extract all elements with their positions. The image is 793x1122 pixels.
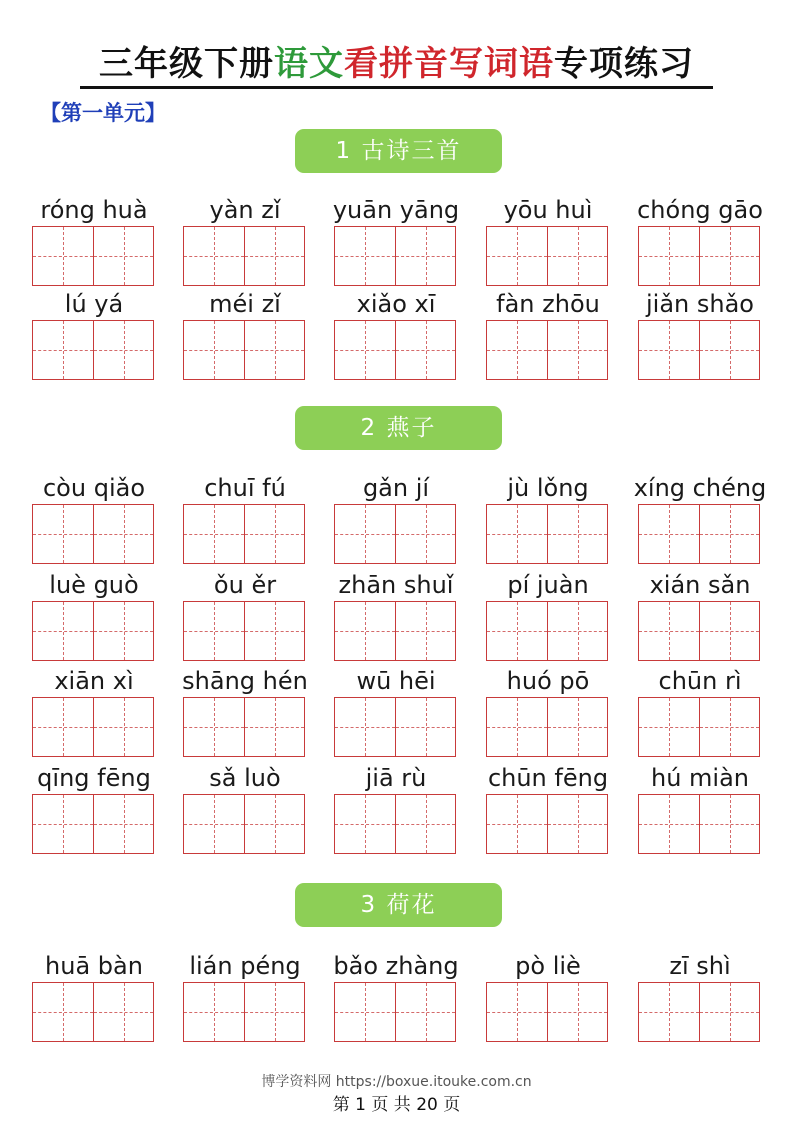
word-item	[32, 946, 156, 1042]
writing-grid[interactable]	[334, 226, 456, 286]
writing-box[interactable]	[395, 983, 455, 1041]
writing-box[interactable]	[639, 321, 699, 379]
writing-grid[interactable]	[486, 320, 608, 380]
word-item	[32, 190, 156, 286]
word-item	[183, 946, 307, 1042]
writing-box[interactable]	[335, 321, 395, 379]
writing-grid[interactable]	[183, 320, 305, 380]
writing-box[interactable]	[244, 698, 304, 756]
pinyin-label: jù lǒng	[507, 474, 589, 502]
word-item	[334, 661, 458, 757]
writing-grid[interactable]	[32, 601, 154, 661]
writing-box[interactable]	[33, 983, 93, 1041]
writing-box[interactable]	[487, 602, 547, 660]
writing-box[interactable]	[335, 227, 395, 285]
writing-grid[interactable]	[638, 226, 760, 286]
pinyin-label: gǎn jí	[362, 474, 430, 502]
word-item	[183, 565, 307, 661]
title-suffix: 专项练习	[554, 44, 694, 84]
writing-box[interactable]	[33, 321, 93, 379]
pinyin-label: chūn rì	[658, 667, 742, 695]
title-topic: 看拼音写词语	[344, 44, 554, 84]
pinyin-label: jiā rù	[365, 764, 427, 792]
writing-box[interactable]	[699, 321, 759, 379]
writing-box[interactable]	[335, 602, 395, 660]
writing-grid[interactable]	[486, 697, 608, 757]
pinyin-label: zhān shuǐ	[338, 571, 454, 599]
writing-box[interactable]	[184, 983, 244, 1041]
writing-box[interactable]	[335, 983, 395, 1041]
writing-grid[interactable]	[486, 504, 608, 564]
word-item	[183, 190, 307, 286]
writing-box[interactable]	[33, 227, 93, 285]
word-item	[638, 284, 762, 380]
pinyin-label: xíng chéng	[633, 474, 767, 502]
writing-box[interactable]	[487, 698, 547, 756]
word-item	[334, 946, 458, 1042]
writing-grid[interactable]	[183, 601, 305, 661]
writing-grid[interactable]	[638, 601, 760, 661]
word-item	[32, 284, 156, 380]
pinyin-label: sǎ luò	[209, 764, 281, 792]
writing-box[interactable]	[487, 505, 547, 563]
pinyin-label: qīng fēng	[37, 764, 151, 792]
writing-box[interactable]	[395, 795, 455, 853]
writing-box[interactable]	[244, 795, 304, 853]
writing-box[interactable]	[244, 227, 304, 285]
writing-box[interactable]	[547, 795, 607, 853]
writing-grid[interactable]	[183, 697, 305, 757]
writing-box[interactable]	[547, 698, 607, 756]
writing-box[interactable]	[639, 983, 699, 1041]
writing-box[interactable]	[244, 321, 304, 379]
word-item	[633, 468, 767, 564]
pinyin-label: luè guò	[49, 571, 139, 599]
word-item	[183, 758, 307, 854]
writing-box[interactable]	[547, 321, 607, 379]
pinyin-label: huó pō	[506, 667, 590, 695]
pinyin-label: zī shì	[669, 952, 731, 980]
pinyin-label: bǎo zhàng	[333, 952, 459, 980]
writing-box[interactable]	[395, 227, 455, 285]
writing-box[interactable]	[639, 505, 699, 563]
word-item	[334, 284, 458, 380]
word-item	[183, 661, 307, 757]
writing-box[interactable]	[335, 698, 395, 756]
writing-grid[interactable]	[183, 794, 305, 854]
writing-grid[interactable]	[334, 982, 456, 1042]
word-item	[334, 468, 458, 564]
writing-box[interactable]	[547, 505, 607, 563]
writing-box[interactable]	[93, 698, 153, 756]
title-grade: 三年级下册	[99, 44, 274, 84]
writing-box[interactable]	[699, 795, 759, 853]
word-item	[638, 758, 762, 854]
pinyin-label: yàn zǐ	[209, 196, 281, 224]
writing-grid[interactable]	[32, 794, 154, 854]
pinyin-label: pò liè	[515, 952, 581, 980]
footer-page-number: 第 1 页 共 20 页	[332, 1095, 461, 1115]
writing-grid[interactable]	[183, 982, 305, 1042]
writing-box[interactable]	[639, 795, 699, 853]
writing-box[interactable]	[699, 602, 759, 660]
title-subject: 语文	[274, 44, 344, 84]
word-item	[486, 468, 610, 564]
writing-grid[interactable]	[638, 982, 760, 1042]
writing-grid[interactable]	[334, 697, 456, 757]
word-item	[638, 190, 762, 286]
pinyin-label: còu qiǎo	[42, 474, 145, 502]
writing-grid[interactable]	[638, 794, 760, 854]
writing-box[interactable]	[33, 698, 93, 756]
pinyin-label: chūn fēng	[487, 764, 609, 792]
writing-box[interactable]	[699, 983, 759, 1041]
word-item	[486, 284, 610, 380]
writing-grid[interactable]	[486, 226, 608, 286]
writing-box[interactable]	[244, 983, 304, 1041]
writing-grid[interactable]	[638, 320, 760, 380]
writing-box[interactable]	[639, 698, 699, 756]
pinyin-label: ǒu ěr	[213, 571, 277, 599]
writing-box[interactable]	[33, 602, 93, 660]
pinyin-label: chóng gāo	[637, 196, 763, 224]
pinyin-label: shāng hén	[182, 667, 308, 695]
writing-grid[interactable]	[183, 504, 305, 564]
pinyin-label: xián sǎn	[649, 571, 751, 599]
writing-box[interactable]	[244, 505, 304, 563]
writing-grid[interactable]	[486, 794, 608, 854]
word-item	[638, 565, 762, 661]
pinyin-label: xiǎo xī	[356, 290, 436, 318]
writing-grid[interactable]	[32, 697, 154, 757]
writing-box[interactable]	[93, 795, 153, 853]
section-badge-3: 3 荷花	[295, 883, 502, 927]
writing-grid[interactable]	[183, 226, 305, 286]
word-item	[32, 468, 156, 564]
pinyin-label: chuī fú	[204, 474, 286, 502]
writing-box[interactable]	[699, 505, 759, 563]
word-item	[32, 565, 156, 661]
writing-grid[interactable]	[638, 504, 760, 564]
word-item	[334, 565, 458, 661]
writing-box[interactable]	[184, 795, 244, 853]
writing-box[interactable]	[33, 795, 93, 853]
footer-site: 博学资料网 https://boxue.itouke.com.cn	[261, 1074, 532, 1090]
writing-box[interactable]	[335, 795, 395, 853]
word-item	[183, 468, 307, 564]
writing-grid[interactable]	[638, 697, 760, 757]
writing-grid[interactable]	[334, 794, 456, 854]
pinyin-label: róng huà	[40, 196, 148, 224]
writing-box[interactable]	[547, 227, 607, 285]
writing-box[interactable]	[547, 983, 607, 1041]
writing-box[interactable]	[395, 321, 455, 379]
writing-box[interactable]	[184, 698, 244, 756]
writing-box[interactable]	[395, 505, 455, 563]
unit-label: 【第一单元】	[40, 100, 166, 125]
word-item	[486, 758, 610, 854]
section-badge-1: 1 古诗三首	[295, 129, 502, 173]
writing-box[interactable]	[93, 321, 153, 379]
writing-box[interactable]	[93, 602, 153, 660]
pinyin-label: lú yá	[64, 290, 124, 318]
pinyin-label: lián péng	[189, 952, 301, 980]
title-underline	[80, 86, 713, 89]
writing-box[interactable]	[184, 227, 244, 285]
page-title	[0, 42, 793, 86]
pinyin-label: yuān yāng	[332, 196, 460, 224]
writing-box[interactable]	[184, 321, 244, 379]
writing-box[interactable]	[184, 505, 244, 563]
writing-grid[interactable]	[32, 982, 154, 1042]
writing-grid[interactable]	[334, 504, 456, 564]
word-item	[183, 284, 307, 380]
pinyin-label: yōu huì	[503, 196, 593, 224]
word-item	[32, 661, 156, 757]
writing-grid[interactable]	[486, 982, 608, 1042]
writing-box[interactable]	[335, 505, 395, 563]
writing-grid[interactable]	[32, 504, 154, 564]
writing-box[interactable]	[395, 698, 455, 756]
word-item	[334, 190, 458, 286]
writing-box[interactable]	[487, 795, 547, 853]
word-item	[486, 661, 610, 757]
word-item	[486, 190, 610, 286]
writing-grid[interactable]	[32, 226, 154, 286]
writing-grid[interactable]	[486, 601, 608, 661]
writing-box[interactable]	[33, 505, 93, 563]
writing-box[interactable]	[639, 227, 699, 285]
word-item	[638, 661, 762, 757]
word-item	[486, 565, 610, 661]
writing-box[interactable]	[244, 602, 304, 660]
writing-box[interactable]	[93, 227, 153, 285]
writing-box[interactable]	[487, 321, 547, 379]
writing-box[interactable]	[487, 227, 547, 285]
writing-box[interactable]	[487, 983, 547, 1041]
word-item	[32, 758, 156, 854]
pinyin-label: hú miàn	[650, 764, 749, 792]
section-badge-2: 2 燕子	[295, 406, 502, 450]
writing-box[interactable]	[93, 983, 153, 1041]
pinyin-label: huā bàn	[45, 952, 143, 980]
pinyin-label: xiān xì	[54, 667, 134, 695]
pinyin-label: wū hēi	[356, 667, 436, 695]
word-item	[638, 946, 762, 1042]
writing-box[interactable]	[93, 505, 153, 563]
writing-box[interactable]	[639, 602, 699, 660]
writing-box[interactable]	[547, 602, 607, 660]
writing-box[interactable]	[699, 698, 759, 756]
writing-box[interactable]	[395, 602, 455, 660]
pinyin-label: pí juàn	[507, 571, 589, 599]
pinyin-label: jiǎn shǎo	[646, 290, 754, 318]
writing-box[interactable]	[184, 602, 244, 660]
writing-grid[interactable]	[334, 320, 456, 380]
writing-box[interactable]	[699, 227, 759, 285]
word-item	[486, 946, 610, 1042]
writing-grid[interactable]	[334, 601, 456, 661]
writing-grid[interactable]	[32, 320, 154, 380]
pinyin-label: fàn zhōu	[496, 290, 600, 318]
pinyin-label: méi zǐ	[209, 290, 281, 318]
word-item	[334, 758, 458, 854]
